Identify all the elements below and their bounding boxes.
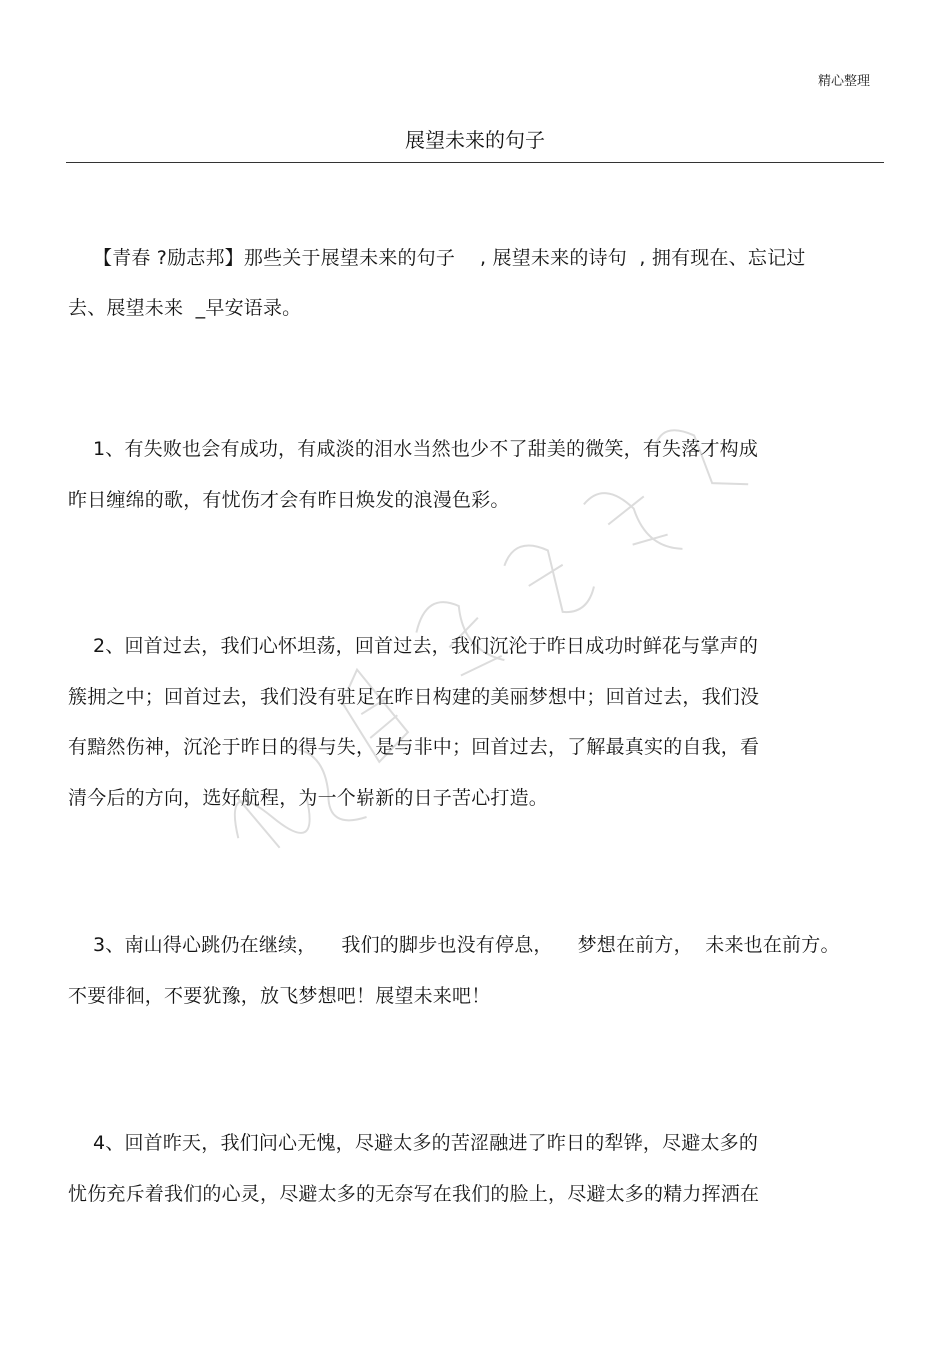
- paragraph-5-line-1: 4、回首昨天，我们问心无愧，尽避太多的苦涩融进了昨日的犁铧，尽避太多的: [68, 1132, 759, 1154]
- paragraph-2-line-1: 1、有失败也会有成功，有咸淡的泪水当然也少不了甜美的微笑，有失落才构成: [68, 438, 759, 460]
- paragraph-3-line-3: 有黯然伤神，沉沦于昨日的得与失，是与非中；回首过去，了解最真实的自我，看: [68, 736, 760, 758]
- paragraph-3-line-1: 2、回首过去，我们心怀坦荡，回首过去，我们沉沦于昨日成功时鲜花与掌声的: [68, 635, 759, 657]
- title-rule: [66, 162, 884, 163]
- paragraph-5-line-2: 忧伤充斥着我们的心灵，尽避太多的无奈写在我们的脸上，尽避太多的精力挥洒在: [68, 1183, 760, 1205]
- paragraph-4-line-1: 3、南山得心跳仍在继续， 我们的脚步也没有停息， 梦想在前方， 未来也在前方。: [68, 934, 840, 956]
- paragraph-1-line-1: 【青春 ?励志邦】那些关于展望未来的句子 , 展望未来的诗句 , 拥有现在、忘记过: [68, 247, 806, 269]
- page-title: 展望未来的句子: [405, 128, 545, 152]
- paragraph-3-line-4: 清今后的方向，选好航程，为一个崭新的日子苦心打造。: [68, 787, 549, 809]
- paragraph-3-line-2: 簇拥之中；回首过去，我们没有驻足在昨日构建的美丽梦想中；回首过去，我们没: [68, 686, 760, 708]
- header-note: 精心整理: [818, 74, 871, 89]
- paragraph-1-line-2: 去、展望未来 _早安语录。: [68, 297, 302, 319]
- paragraph-2-line-2: 昨日缠绵的歌，有忧伤才会有昨日焕发的浪漫色彩。: [68, 489, 510, 511]
- paragraph-4-line-2: 不要徘徊，不要犹豫，放飞梦想吧！展望未来吧！: [68, 985, 491, 1007]
